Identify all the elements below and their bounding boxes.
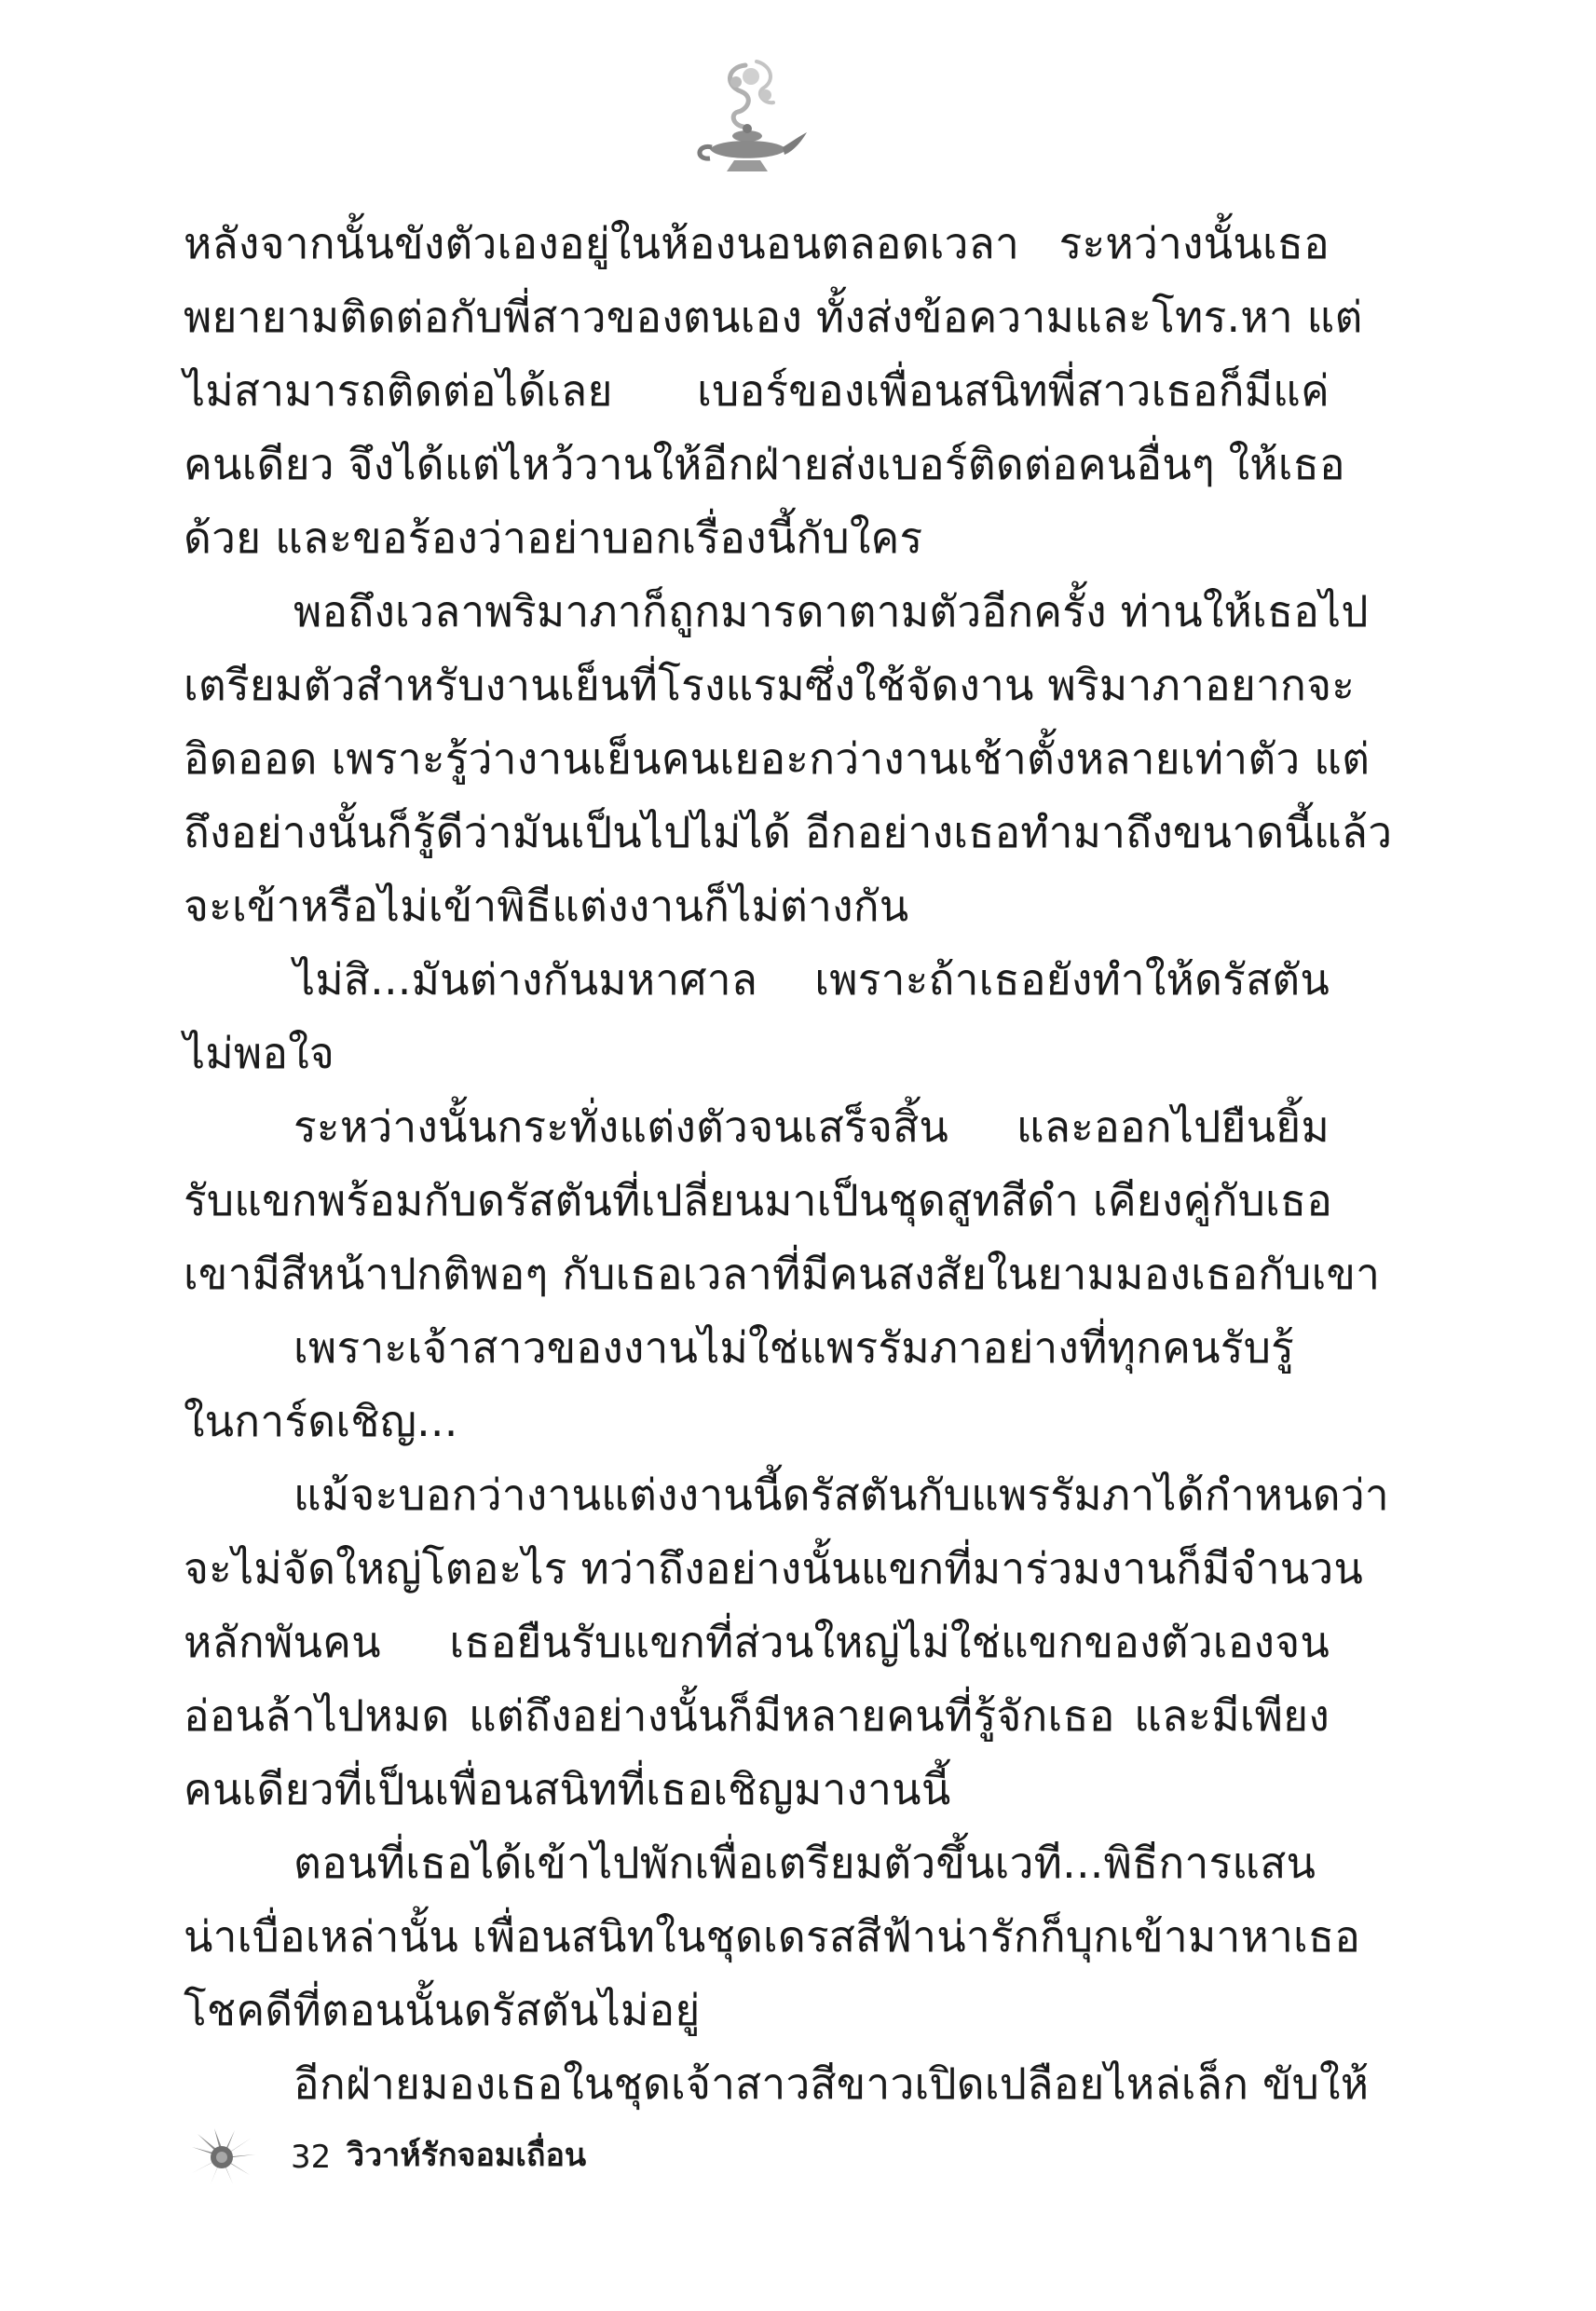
text-line: ไม่สามารถติดต่อได้เลย เบอร์ของเพื่อนสนิทพี่สาวเธอก็มีแค่ [184,365,1330,416]
text-line: ในการ์ดเชิญ... [184,1396,458,1446]
book-title: วิวาห์รักจอมเถื่อน [347,2137,587,2174]
text-line: อิดออด เพราะรู้ว่างานเย็นคนเยอะกว่างานเช้าตั้งหลายเท่าตัว แต่ [184,733,1371,784]
text-line: ไม่พอใจ [184,1028,335,1078]
text-line: ถึงอย่างนั้นก็รู้ดีว่ามันเป็นไปไม่ได้ อีกอย่างเธอทำมาถึงขนาดนี้แล้ว [184,807,1393,857]
text-line: อีกฝ่ายมองเธอในชุดเจ้าสาวสีขาวเปิดเปลือยไหล่เล็ก ขับให้ [293,2058,1370,2109]
text-line: โชคดีที่ตอนนั้นดรัสตันไม่อยู่ [184,1985,701,2035]
text-line: พยายามติดต่อกับพี่สาวของตนเอง ทั้งส่งข้อความและโทร.หา แต่ [184,292,1363,342]
text-line: น่าเบื่อเหล่านั้น เพื่อนสนิทในชุดเดรสสีฟ้าน่ารักก็บุกเข้ามาหาเธอ [184,1911,1361,1962]
page-number: 32 [291,2139,332,2176]
text-line: ไม่สิ...มันต่างกันมหาศาล เพราะถ้าเธอยังทำให้ดรัสตัน [293,954,1330,1005]
text-line: ระหว่างนั้นกระทั่งแต่งตัวจนเสร็จสิ้น และออกไปยืนยิ้ม [293,1101,1330,1152]
text-line: เตรียมตัวสำหรับงานเย็นที่โรงแรมซึ่งใช้จัดงาน พริมาภาอยากจะ [184,660,1356,710]
text-line: หลังจากนั้นขังตัวเองอยู่ในห้องนอนตลอดเวลา ระหว่างนั้นเธอ [184,218,1330,268]
text-line: จะไม่จัดใหญ่โตอะไร ทว่าถึงอย่างนั้นแขกที่มาร่วมงานก็มีจำนวน [184,1543,1364,1593]
text-line: จะเข้าหรือไม่เข้าพิธีแต่งงานก็ไม่ต่างกัน [184,881,909,931]
text-line: รับแขกพร้อมกับดรัสตันที่เปลี่ยนมาเป็นชุดสูทสีดำ เคียงคู่กับเธอ [184,1175,1333,1225]
text-line: ด้วย และขอร้องว่าอย่าบอกเรื่องนี้กับใคร [184,513,923,563]
text-line: คนเดียว จึงได้แต่ไหว้วานให้อีกฝ่ายส่งเบอร์ติดต่อคนอื่นๆ ให้เธอ [184,439,1345,489]
text-line: อ่อนล้าไปหมด แต่ถึงอย่างนั้นก็มีหลายคนที่รู้จักเธอ และมีเพียง [184,1690,1330,1741]
text-line: พอถึงเวลาพริมาภาก็ถูกมารดาตามตัวอีกครั้ง ท่านให้เธอไป [293,586,1369,636]
text-line: เพราะเจ้าสาวของงานไม่ใช่แพรรัมภาอย่างที่ทุกคนรับรู้ [293,1322,1294,1373]
magic-lamp-icon [689,56,811,186]
text-line: แม้จะบอกว่างานแต่งงานนี้ดรัสตันกับแพรรัมภาได้กำหนดว่า [293,1470,1389,1520]
text-line: หลักพันคน เธอยืนรับแขกที่ส่วนใหญ่ไม่ใช่แขกของตัวเองจน [184,1617,1330,1667]
text-line: ตอนที่เธอได้เข้าไปพักเพื่อเตรียมตัวขึ้นเวที...พิธีการแสน [293,1838,1316,1888]
body-text [184,207,1393,2121]
page-footer [186,2126,839,2192]
text-line: เขามีสีหน้าปกติพอๆ กับเธอเวลาที่มีคนสงสัยในยามมองเธอกับเขา [184,1249,1381,1299]
text-line: คนเดียวที่เป็นเพื่อนสนิทที่เธอเชิญมางานนี้ [184,1764,951,1814]
flower-ornament-icon [186,2126,257,2188]
